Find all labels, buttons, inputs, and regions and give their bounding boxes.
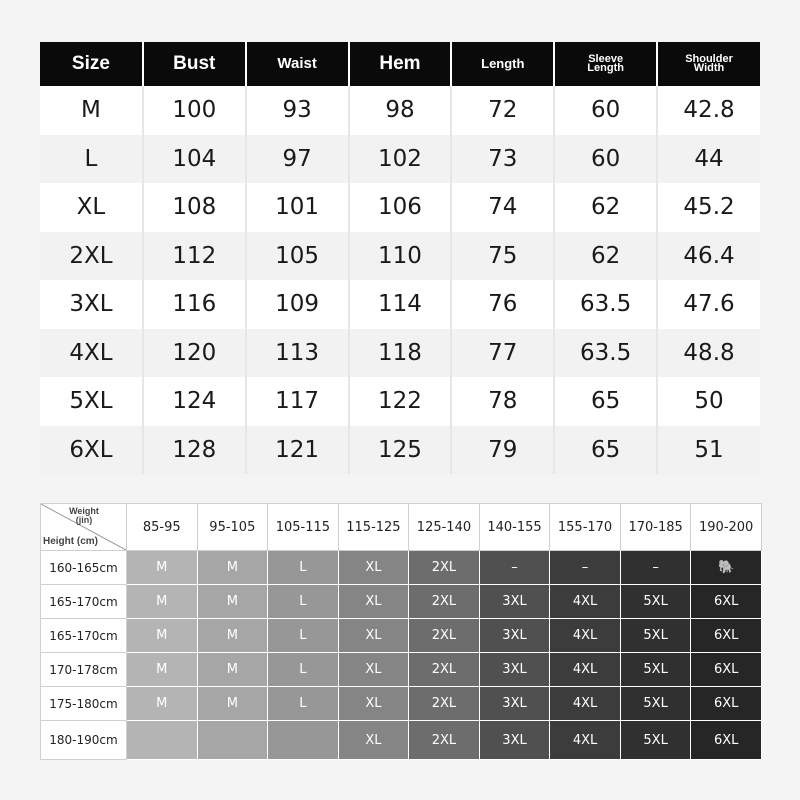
recommended-size-cell: 4XL (550, 687, 621, 721)
recommended-size-cell: M (127, 687, 198, 721)
recommended-size-cell: – (550, 551, 621, 585)
recommended-size-cell: 5XL (620, 619, 691, 653)
size-row (40, 232, 760, 281)
measurement-cell: 47.6 (657, 280, 760, 329)
header-bust-label: Bust (173, 53, 216, 74)
measurement-cell: 125 (349, 426, 452, 475)
height-range-cell: 165-170cm (41, 619, 127, 653)
recommended-size-cell: 4XL (550, 653, 621, 687)
recommended-size-cell: 3XL (479, 687, 550, 721)
measurement-cell: 120 (143, 329, 246, 378)
recommended-size-cell (197, 721, 268, 760)
recommended-size-cell: 2XL (409, 721, 480, 760)
corner-header-cell (41, 504, 127, 551)
measurement-cell: 62 (554, 183, 657, 232)
measurement-cell: 65 (554, 377, 657, 426)
header-bust (143, 42, 246, 86)
measurement-cell: 124 (143, 377, 246, 426)
size-label-cell: 3XL (40, 280, 143, 329)
height-range-cell: 170-178cm (41, 653, 127, 687)
recommended-size-cell (127, 721, 198, 760)
recommended-size-cell: 4XL (550, 585, 621, 619)
header-waist-label: Waist (277, 55, 317, 72)
fit-table-body (41, 551, 762, 760)
fit-row (41, 721, 762, 760)
header-hem-label: Hem (379, 53, 421, 74)
recommended-size-cell: XL (338, 653, 409, 687)
measurement-cell: 108 (143, 183, 246, 232)
recommended-size-cell: 🐘 (691, 551, 762, 585)
recommended-size-cell: 3XL (479, 585, 550, 619)
weight-range-header: 140-155 (479, 504, 550, 551)
height-range-cell: 175-180cm (41, 687, 127, 721)
measurement-cell: 42.8 (657, 86, 760, 135)
measurement-cell: 98 (349, 86, 452, 135)
recommended-size-cell: M (197, 585, 268, 619)
measurement-cell: 48.8 (657, 329, 760, 378)
size-label-cell: 2XL (40, 232, 143, 281)
recommended-size-cell: 2XL (409, 619, 480, 653)
recommended-size-cell: 4XL (550, 721, 621, 760)
recommended-size-cell: M (127, 653, 198, 687)
recommended-size-cell: – (620, 551, 691, 585)
measurement-cell: 100 (143, 86, 246, 135)
recommended-size-cell: M (127, 619, 198, 653)
header-length (451, 42, 554, 86)
fit-row (41, 687, 762, 721)
size-recommendation-table (40, 503, 762, 760)
size-measurement-table (40, 42, 760, 474)
recommended-size-cell: 4XL (550, 619, 621, 653)
recommended-size-cell: 6XL (691, 653, 762, 687)
fit-row (41, 653, 762, 687)
measurement-cell: 78 (451, 377, 554, 426)
measurement-cell: 118 (349, 329, 452, 378)
weight-range-header: 155-170 (550, 504, 621, 551)
header-waist (246, 42, 349, 86)
size-label-cell: 4XL (40, 329, 143, 378)
header-sleeve-length (554, 42, 657, 86)
header-sleeve-length-label: Sleeve Length (587, 53, 624, 74)
header-shoulder-width (657, 42, 760, 86)
recommended-size-cell: XL (338, 687, 409, 721)
measurement-cell: 72 (451, 86, 554, 135)
header-size (40, 42, 143, 86)
recommended-size-cell: M (127, 551, 198, 585)
height-axis-label: Height (cm) (43, 536, 98, 547)
recommended-size-cell: 3XL (479, 653, 550, 687)
recommended-size-cell: 6XL (691, 721, 762, 760)
header-hem (349, 42, 452, 86)
size-row (40, 183, 760, 232)
size-label-cell: XL (40, 183, 143, 232)
weight-range-header: 105-115 (268, 504, 339, 551)
measurement-cell: 75 (451, 232, 554, 281)
measurement-cell: 74 (451, 183, 554, 232)
size-label-cell: 6XL (40, 426, 143, 475)
size-label-cell: M (40, 86, 143, 135)
recommended-size-cell: 3XL (479, 721, 550, 760)
weight-range-header: 125-140 (409, 504, 480, 551)
recommended-size-cell: 5XL (620, 653, 691, 687)
weight-axis-label: Weight (jin) (69, 506, 99, 525)
measurement-cell: 45.2 (657, 183, 760, 232)
measurement-cell: 60 (554, 86, 657, 135)
measurement-cell: 50 (657, 377, 760, 426)
weight-range-header: 95-105 (197, 504, 268, 551)
size-row (40, 86, 760, 135)
recommended-size-cell: M (197, 687, 268, 721)
recommended-size-cell: 2XL (409, 585, 480, 619)
recommended-size-cell: XL (338, 619, 409, 653)
recommended-size-cell: 2XL (409, 687, 480, 721)
header-length-label: Length (481, 56, 525, 71)
measurement-cell: 60 (554, 135, 657, 184)
recommended-size-cell: XL (338, 721, 409, 760)
fit-row (41, 619, 762, 653)
measurement-cell: 105 (246, 232, 349, 281)
measurement-cell: 101 (246, 183, 349, 232)
recommended-size-cell: M (197, 653, 268, 687)
recommended-size-cell: XL (338, 551, 409, 585)
measurement-cell: 63.5 (554, 329, 657, 378)
height-range-cell: 160-165cm (41, 551, 127, 585)
measurement-cell: 63.5 (554, 280, 657, 329)
measurement-cell: 104 (143, 135, 246, 184)
recommended-size-cell: – (479, 551, 550, 585)
measurement-cell: 106 (349, 183, 452, 232)
measurement-cell: 65 (554, 426, 657, 475)
fit-row (41, 585, 762, 619)
fit-row (41, 551, 762, 585)
measurement-cell: 109 (246, 280, 349, 329)
recommended-size-cell: M (197, 619, 268, 653)
recommended-size-cell: L (268, 619, 339, 653)
measurement-cell: 93 (246, 86, 349, 135)
measurement-cell: 73 (451, 135, 554, 184)
recommended-size-cell: 6XL (691, 585, 762, 619)
size-row (40, 280, 760, 329)
measurement-cell: 112 (143, 232, 246, 281)
recommended-size-cell: 6XL (691, 619, 762, 653)
fit-table-header-row (41, 504, 762, 551)
measurement-cell: 77 (451, 329, 554, 378)
recommended-size-cell: L (268, 653, 339, 687)
recommended-size-cell: 2XL (409, 551, 480, 585)
measurement-cell: 46.4 (657, 232, 760, 281)
size-table-body (40, 86, 760, 474)
measurement-cell: 113 (246, 329, 349, 378)
recommended-size-cell: 5XL (620, 687, 691, 721)
weight-range-header: 115-125 (338, 504, 409, 551)
size-row (40, 329, 760, 378)
measurement-cell: 102 (349, 135, 452, 184)
recommended-size-cell: L (268, 687, 339, 721)
measurement-cell: 62 (554, 232, 657, 281)
measurement-cell: 79 (451, 426, 554, 475)
recommended-size-cell: M (197, 551, 268, 585)
measurement-cell: 116 (143, 280, 246, 329)
measurement-cell: 128 (143, 426, 246, 475)
measurement-cell: 97 (246, 135, 349, 184)
header-size-label: Size (71, 53, 110, 74)
measurement-cell: 51 (657, 426, 760, 475)
size-label-cell: L (40, 135, 143, 184)
recommended-size-cell: M (127, 585, 198, 619)
header-shoulder-width-label: Shoulder Width (685, 53, 733, 74)
measurement-cell: 117 (246, 377, 349, 426)
height-range-cell: 180-190cm (41, 721, 127, 760)
measurement-cell: 114 (349, 280, 452, 329)
recommended-size-cell: L (268, 585, 339, 619)
recommended-size-cell: 2XL (409, 653, 480, 687)
weight-range-header: 190-200 (691, 504, 762, 551)
recommended-size-cell: 3XL (479, 619, 550, 653)
measurement-cell: 110 (349, 232, 452, 281)
measurement-cell: 121 (246, 426, 349, 475)
size-row (40, 135, 760, 184)
measurement-cell: 44 (657, 135, 760, 184)
recommended-size-cell: 6XL (691, 687, 762, 721)
weight-range-header: 85-95 (127, 504, 198, 551)
size-row (40, 426, 760, 475)
recommended-size-cell: L (268, 551, 339, 585)
size-label-cell: 5XL (40, 377, 143, 426)
size-row (40, 377, 760, 426)
recommended-size-cell: 5XL (620, 585, 691, 619)
recommended-size-cell: 5XL (620, 721, 691, 760)
size-table-header-row (40, 42, 760, 86)
height-range-cell: 165-170cm (41, 585, 127, 619)
recommended-size-cell (268, 721, 339, 760)
measurement-cell: 122 (349, 377, 452, 426)
measurement-cell: 76 (451, 280, 554, 329)
recommended-size-cell: XL (338, 585, 409, 619)
weight-range-header: 170-185 (620, 504, 691, 551)
